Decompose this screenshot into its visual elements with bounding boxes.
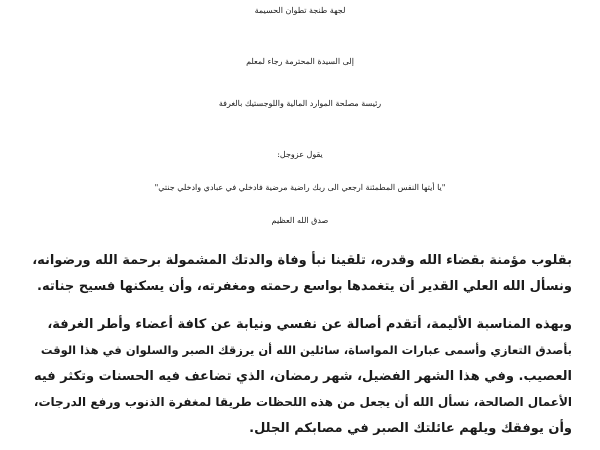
paragraph-2-line-3: العصيب. وفي هذا الشهر الفضيل، شهر رمضان، الذي تضاعف فيه الحسنات وتكثر فيه bbox=[33, 369, 572, 384]
verse-closing: صدق الله العظيم bbox=[271, 216, 329, 225]
verse-intro: يقول عزوجل: bbox=[277, 150, 323, 159]
committee-title: لجهة طنجة تطوان الحسيمة bbox=[254, 6, 346, 15]
addressee-name: إلى السيدة المحترمة رجاء لمعلم bbox=[246, 57, 354, 66]
paragraph-1-line-2: ونسأل الله العلي القدير أن يتغمدها بواسع رحمته ومغفرته، وأن يسكنها فسيح جناته. bbox=[37, 279, 572, 294]
paragraph-1-line-1: بقلوب مؤمنة بقضاء الله وقدره، تلقينا نبأ وفاة والدتك المشمولة برحمة الله ورضوانه، bbox=[32, 253, 572, 268]
paragraph-2-line-2: بأصدق التعازي وأسمى عبارات المواساة، سائلين الله أن يرزقك الصبر والسلوان في هذا الوقت bbox=[40, 343, 572, 357]
paragraph-2-line-4: الأعمال الصالحة، نسأل الله أن يجعل من هذه اللحظات طريقا لمغفرة الذنوب ورفع الدرجات، bbox=[33, 395, 572, 409]
paragraph-2-line-1: وبهذه المناسبة الأليمة، أتقدم أصالة عن نفسي ونيابة عن كافة أعضاء وأطر الغرفة، bbox=[47, 317, 572, 332]
paragraph-2-line-5: وأن يوفقك ويلهم عائلتك الصبر في مصابكم الجلل. bbox=[249, 421, 572, 436]
quran-verse: "يا أيتها النفس المطمئنة ارجعي الى ربك راضية مرضية فادخلي في عبادي وادخلي جنتي" bbox=[154, 183, 446, 192]
addressee-position: رئيسة مصلحة الموارد المالية واللوجستيك بالغرفة bbox=[218, 99, 382, 108]
